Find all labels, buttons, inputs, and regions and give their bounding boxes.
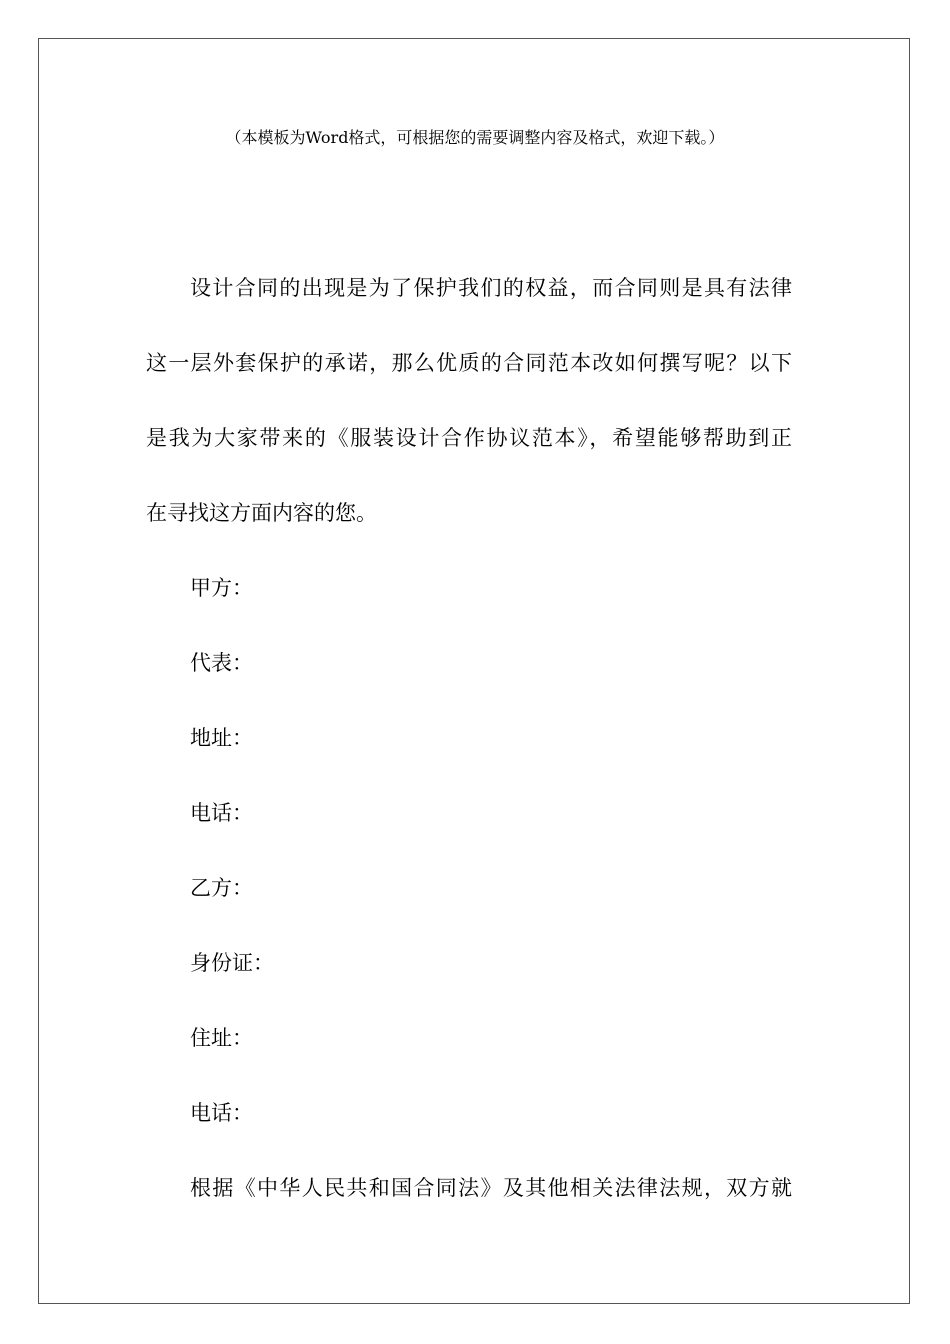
party-a-label: 甲方： [190,576,253,600]
party-a-address: 地址： [190,726,253,750]
template-note: （本模板为Word格式，可根据您的需要调整内容及格式，欢迎下载。） [225,128,725,147]
intro-line-4: 在寻找这方面内容的您。 [146,501,377,525]
party-a-representative: 代表： [190,651,253,675]
page-border [38,38,910,1304]
party-a-phone: 电话： [190,801,253,825]
party-b-label: 乙方： [190,876,253,900]
party-b-residence: 住址： [190,1026,253,1050]
party-b-id-card: 身份证： [190,951,274,975]
intro-line-1: 设计合同的出现是为了保护我们的权益，而合同则是具有法律 [190,276,792,300]
party-b-phone: 电话： [190,1101,253,1125]
intro-line-3: 是我为大家带来的《服装设计合作协议范本》，希望能够帮助到正 [146,426,792,450]
intro-line-2: 这一层外套保护的承诺，那么优质的合同范本改如何撰写呢？以下 [146,351,792,375]
legal-basis-line: 根据《中华人民共和国合同法》及其他相关法律法规，双方就 [190,1176,792,1200]
